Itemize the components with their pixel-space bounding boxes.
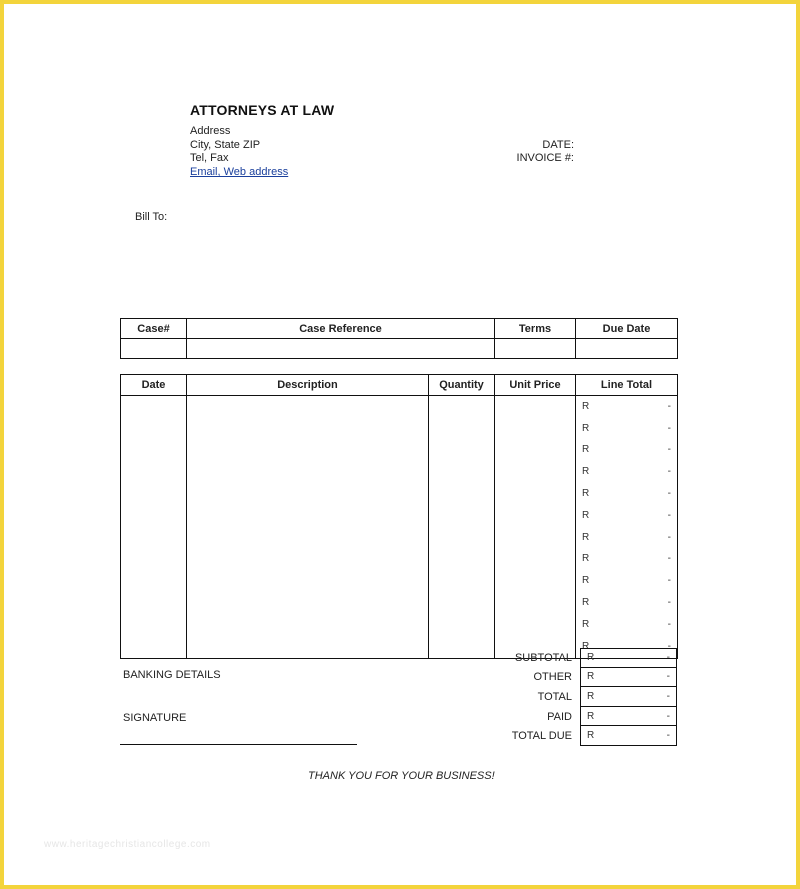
total-value-box[interactable]	[580, 687, 677, 707]
invoice-number-label: INVOICE #:	[516, 152, 574, 164]
line-total-value: -	[667, 466, 671, 478]
other-currency: R	[587, 671, 595, 683]
line-total-column	[576, 396, 678, 659]
line-total-value: -	[667, 422, 671, 434]
line-total-row	[576, 418, 677, 440]
case-table-header	[121, 319, 678, 339]
line-total-currency: R	[582, 575, 590, 587]
case-number-cell[interactable]	[121, 339, 187, 359]
line-total-row	[576, 614, 677, 636]
paid-value-box[interactable]	[580, 707, 677, 727]
line-total-row	[576, 461, 677, 483]
firm-email-web-link[interactable]: Email, Web address	[190, 166, 289, 178]
line-total-currency: R	[582, 640, 590, 652]
line-total-row	[576, 527, 677, 549]
line-total-row	[576, 549, 677, 571]
subtotal-label: SUBTOTAL	[514, 651, 572, 664]
line-total-currency: R	[582, 531, 590, 543]
firm-address: Address	[190, 125, 231, 137]
line-total-currency: R	[582, 618, 590, 630]
line-total-row	[576, 592, 677, 614]
line-total-currency: R	[582, 444, 590, 456]
other-value: -	[666, 671, 670, 683]
total-due-label: TOTAL DUE	[511, 730, 572, 743]
quantity-header: Quantity	[429, 375, 495, 396]
firm-name: ATTORNEYS AT LAW	[190, 102, 335, 118]
signature-label: SIGNATURE	[123, 712, 187, 724]
line-total-value: -	[667, 488, 671, 500]
line-total-value: -	[667, 640, 671, 652]
case-table	[120, 318, 678, 359]
other-label: OTHER	[533, 671, 572, 684]
totals-block	[444, 648, 677, 746]
firm-city-state-zip: City, State ZIP	[190, 139, 261, 151]
items-table-header	[121, 375, 678, 396]
line-total-currency: R	[582, 509, 590, 521]
line-total-row	[576, 570, 677, 592]
banking-details-label: BANKING DETAILS	[123, 669, 221, 681]
invoice-page	[4, 4, 796, 885]
total-label: TOTAL	[537, 690, 572, 703]
items-table-body	[121, 396, 678, 659]
line-total-currency: R	[582, 488, 590, 500]
description-column[interactable]	[187, 396, 429, 659]
line-total-currency: R	[582, 466, 590, 478]
terms-cell[interactable]	[495, 339, 576, 359]
line-total-row	[576, 440, 677, 462]
other-value-box[interactable]	[580, 668, 677, 688]
due-date-cell[interactable]	[576, 339, 678, 359]
date-column[interactable]	[121, 396, 187, 659]
unit-price-column[interactable]	[495, 396, 576, 659]
case-number-header: Case#	[121, 319, 187, 339]
total-due-row	[444, 726, 677, 746]
line-total-row	[576, 483, 677, 505]
line-total-value: -	[667, 575, 671, 587]
date-header: Date	[121, 375, 187, 396]
case-reference-cell[interactable]	[187, 339, 495, 359]
date-label: DATE:	[542, 139, 574, 151]
terms-header: Terms	[495, 319, 576, 339]
total-due-currency: R	[587, 730, 595, 742]
line-total-value: -	[667, 553, 671, 565]
total-due-value-box[interactable]	[580, 726, 677, 746]
quantity-column[interactable]	[429, 396, 495, 659]
subtotal-value: -	[666, 652, 670, 664]
case-table-row	[121, 339, 678, 359]
line-total-header: Line Total	[576, 375, 678, 396]
thank-you-message: THANK YOU FOR YOUR BUSINESS!	[308, 770, 495, 782]
case-reference-header: Case Reference	[187, 319, 495, 339]
watermark-text: www.heritagechristiancollege.com	[44, 839, 211, 850]
paid-label: PAID	[547, 710, 572, 723]
paid-row	[444, 707, 677, 727]
line-total-currency: R	[582, 422, 590, 434]
other-row	[444, 668, 677, 688]
line-total-row	[576, 505, 677, 527]
items-table	[120, 374, 678, 659]
firm-tel-fax: Tel, Fax	[190, 152, 229, 164]
line-total-value: -	[667, 618, 671, 630]
signature-line[interactable]	[120, 744, 357, 745]
subtotal-currency: R	[587, 652, 595, 664]
line-total-value: -	[667, 597, 671, 609]
line-total-value: -	[667, 509, 671, 521]
line-total-currency: R	[582, 400, 590, 412]
line-total-value: -	[667, 444, 671, 456]
due-date-header: Due Date	[576, 319, 678, 339]
total-value: -	[666, 690, 670, 702]
subtotal-row	[444, 648, 677, 668]
subtotal-value-box[interactable]	[580, 648, 677, 668]
unit-price-header: Unit Price	[495, 375, 576, 396]
line-total-value: -	[667, 400, 671, 412]
line-totals-list	[576, 396, 677, 658]
total-currency: R	[587, 690, 595, 702]
line-total-currency: R	[582, 597, 590, 609]
total-row	[444, 687, 677, 707]
paid-currency: R	[587, 710, 595, 722]
line-total-row	[576, 396, 677, 418]
line-total-currency: R	[582, 553, 590, 565]
description-header: Description	[187, 375, 429, 396]
bill-to-label: Bill To:	[135, 211, 168, 223]
line-total-value: -	[667, 531, 671, 543]
paid-value: -	[666, 710, 670, 722]
total-due-value: -	[666, 730, 670, 742]
